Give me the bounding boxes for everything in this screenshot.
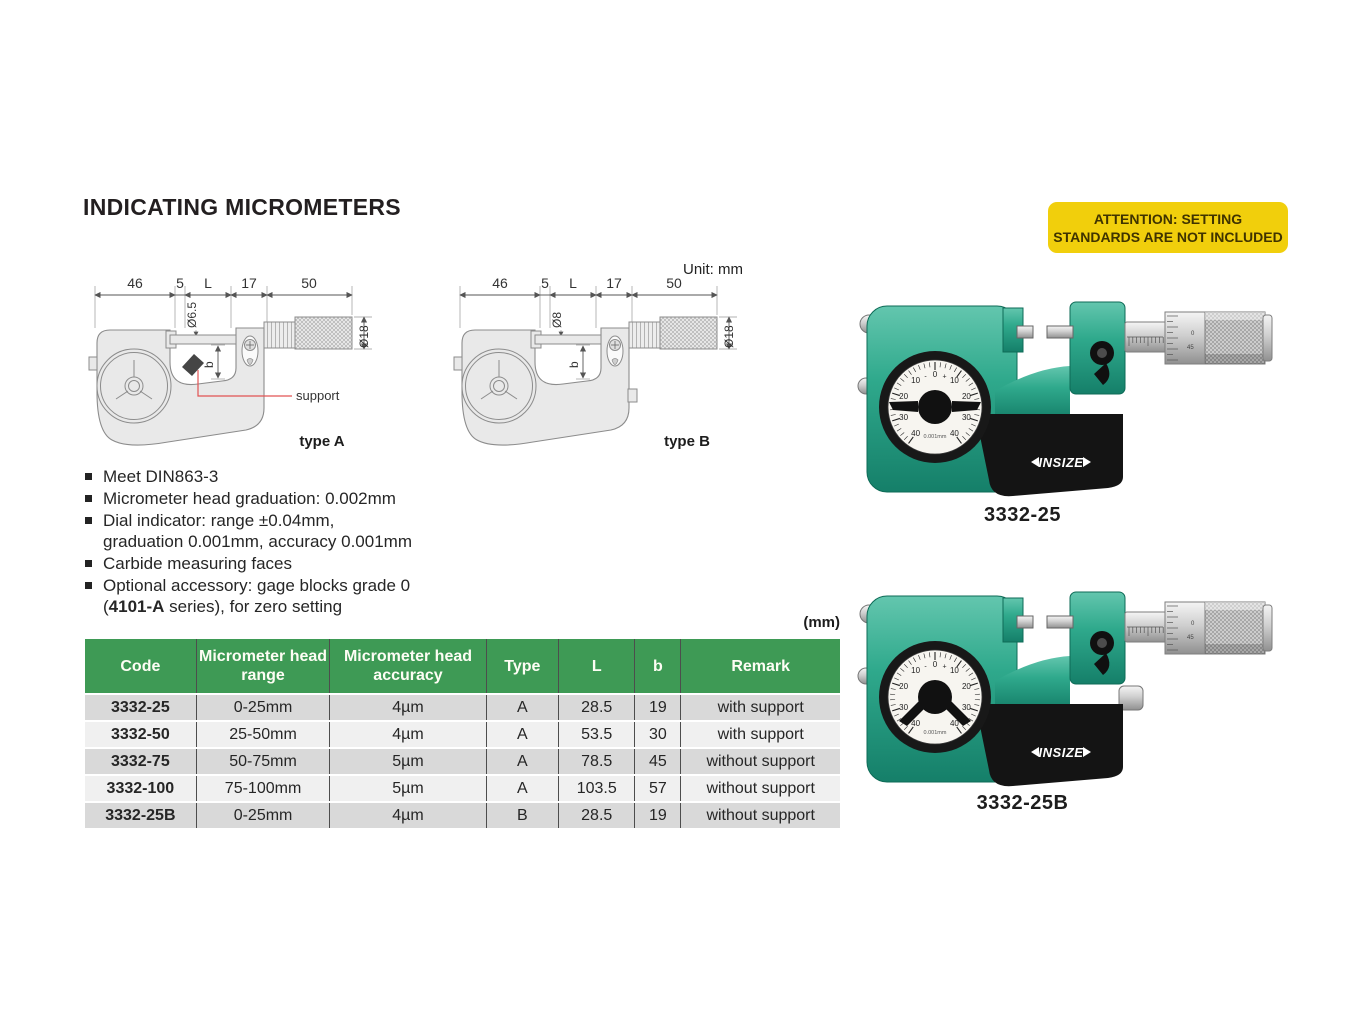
spec-table-body <box>85 695 840 828</box>
bore-dia-label: Ø8 <box>550 311 564 328</box>
value-cell: 19 <box>635 695 681 720</box>
feature-item <box>83 510 503 552</box>
value-cell: A <box>487 776 559 801</box>
spindle-rod <box>1047 616 1073 628</box>
dial-graduation-label: 0.001mm <box>923 730 947 736</box>
code-cell: 3332-75 <box>85 749 197 774</box>
value-cell: 103.5 <box>559 776 635 801</box>
value-cell: 5µm <box>330 776 486 801</box>
dim-L: L <box>569 275 577 291</box>
column-header: b <box>635 639 681 693</box>
value-cell: 25-50mm <box>197 722 331 747</box>
sleeve-number-45: 45 <box>1187 345 1194 351</box>
product-photo-3332-25B <box>855 586 1280 791</box>
support-label: support <box>296 388 340 403</box>
brand-text: INSIZE <box>1038 745 1084 760</box>
feature-text: Carbide measuring faces <box>103 554 292 573</box>
dial-number: 40 <box>949 719 959 728</box>
dial-number: 30 <box>899 413 909 422</box>
dim-5: 5 <box>541 275 549 291</box>
dim-17: 17 <box>241 275 257 291</box>
value-cell: with support <box>681 722 840 747</box>
dial-number: 20 <box>961 392 971 401</box>
left-knob <box>454 357 462 370</box>
feature-item <box>83 575 503 617</box>
support-wedge <box>182 354 204 376</box>
code-cell: 3332-25 <box>85 695 197 720</box>
spindle-lock-slot <box>607 336 623 366</box>
dial-number: 30 <box>961 413 971 422</box>
dial-number: 30 <box>961 703 971 712</box>
value-cell: 57 <box>635 776 681 801</box>
thimble-drawing <box>660 317 717 349</box>
b-dim-label: b <box>202 361 216 368</box>
column-header: Remark <box>681 639 840 693</box>
product-caption-3332-25: 3332-25 <box>984 504 1061 526</box>
value-cell: 28.5 <box>559 695 635 720</box>
right-knob <box>628 389 637 402</box>
dial-number: 30 <box>899 703 909 712</box>
dial-number: 10 <box>949 666 959 675</box>
column-header: Type <box>487 639 559 693</box>
dial-number: 20 <box>899 392 909 401</box>
dial-indicator <box>879 641 991 753</box>
b-dim-label: b <box>567 361 581 368</box>
unit-note: Unit: mm <box>683 261 743 278</box>
value-cell: 4µm <box>330 803 486 828</box>
value-cell: 75-100mm <box>197 776 331 801</box>
spindle-lock-slot <box>242 336 258 366</box>
sleeve-number-0: 0 <box>1191 621 1195 627</box>
value-cell: 5µm <box>330 749 486 774</box>
value-cell: 4µm <box>330 695 486 720</box>
thimble-highlight <box>1205 602 1265 610</box>
dial-plus: + <box>942 373 947 381</box>
diagram-type-b <box>435 270 765 460</box>
dial-indicator-drawing <box>97 349 171 423</box>
value-cell: without support <box>681 803 840 828</box>
value-cell: 30 <box>635 722 681 747</box>
value-cell: A <box>487 722 559 747</box>
dial-number: 40 <box>949 429 959 438</box>
feature-text: Micrometer head graduation: 0.002mm <box>103 489 396 508</box>
code-cell: 3332-25B <box>85 803 197 828</box>
column-header: Micrometer head range <box>197 639 331 693</box>
dial-indicator-drawing <box>462 349 536 423</box>
features-list <box>83 466 503 618</box>
value-cell: 4µm <box>330 722 486 747</box>
dial-graduation-label: 0.001mm <box>923 434 947 440</box>
dim-17: 17 <box>606 275 622 291</box>
feature-item <box>83 466 503 487</box>
dial-zero: 0 <box>932 370 938 379</box>
table-row <box>85 722 840 747</box>
table-row <box>85 749 840 774</box>
dial-zero: 0 <box>932 660 938 669</box>
thimble-end-cap <box>1263 315 1272 361</box>
column-header: Micrometer head accuracy <box>330 639 486 693</box>
thimble-shadow <box>1205 354 1265 364</box>
attention-line2: STANDARDS ARE NOT INCLUDED <box>1053 228 1283 245</box>
diagram-type-a <box>70 270 400 460</box>
anvil-tip <box>1017 326 1033 338</box>
value-cell: without support <box>681 749 840 774</box>
spec-table-header-row <box>85 639 840 693</box>
dim-5: 5 <box>176 275 184 291</box>
table-row <box>85 803 840 828</box>
dial-number: 20 <box>961 682 971 691</box>
sleeve-number-45: 45 <box>1187 635 1194 641</box>
bullet-square-icon <box>85 517 92 524</box>
bullet-square-icon <box>85 560 92 567</box>
code-cell: 3332-50 <box>85 722 197 747</box>
value-cell: 53.5 <box>559 722 635 747</box>
feature-text: Optional accessory: gage blocks grade 0 (4101-A series), for zero setting <box>103 576 411 616</box>
dim-50: 50 <box>666 275 682 291</box>
spindle-rod <box>1047 326 1073 338</box>
value-cell: 0-25mm <box>197 803 331 828</box>
thimble-end-cap <box>1263 605 1272 651</box>
thimble-dia-label: Ø18 <box>722 325 736 348</box>
bullet-square-icon <box>85 473 92 480</box>
dial-plus: + <box>942 663 947 671</box>
dial-indicator <box>879 351 991 463</box>
thimble-highlight <box>1205 312 1265 320</box>
code-cell: 3332-100 <box>85 776 197 801</box>
dial-number: 20 <box>899 682 909 691</box>
dial-number: 10 <box>911 376 921 385</box>
spindle <box>535 335 601 344</box>
value-cell: B <box>487 803 559 828</box>
bullet-square-icon <box>85 495 92 502</box>
value-cell: 28.5 <box>559 803 635 828</box>
sleeve-drawing <box>629 322 660 348</box>
bullet-square-icon <box>85 582 92 589</box>
dial-number: 40 <box>911 719 921 728</box>
value-cell: 19 <box>635 803 681 828</box>
dim-50: 50 <box>301 275 317 291</box>
value-cell: 78.5 <box>559 749 635 774</box>
value-cell: with support <box>681 695 840 720</box>
product-photo-3332-25 <box>855 296 1280 501</box>
dial-minus: - <box>924 663 927 671</box>
dial-number: 10 <box>949 376 959 385</box>
thimble-shadow <box>1205 644 1265 654</box>
spindle <box>170 335 236 344</box>
column-header: Code <box>85 639 197 693</box>
type-b-label: type B <box>664 433 710 450</box>
type-a-label: type A <box>299 433 345 450</box>
brand-logo <box>1031 745 1091 760</box>
bore-dia-label: Ø6.5 <box>185 301 199 328</box>
feature-text: Dial indicator: range ±0.04mm, graduation 0.001mm, accuracy 0.001mm <box>103 511 412 551</box>
brand-logo <box>1031 455 1091 470</box>
table-row <box>85 776 840 801</box>
feature-text: Meet DIN863-3 <box>103 467 219 486</box>
left-knob <box>89 357 97 370</box>
table-unit-note: (mm) <box>803 614 840 631</box>
value-cell: A <box>487 749 559 774</box>
feature-item <box>83 488 503 509</box>
dim-46: 46 <box>492 275 508 291</box>
attention-line1: ATTENTION: SETTING <box>1093 210 1243 227</box>
brand-text: INSIZE <box>1038 455 1084 470</box>
page-title: INDICATING MICROMETERS <box>83 194 401 220</box>
value-cell: 45 <box>635 749 681 774</box>
value-cell: 0-25mm <box>197 695 331 720</box>
sleeve-number-0: 0 <box>1191 331 1195 337</box>
dim-46: 46 <box>127 275 143 291</box>
dim-L: L <box>204 275 212 291</box>
feature-item <box>83 553 503 574</box>
value-cell: 50-75mm <box>197 749 331 774</box>
table-row <box>85 695 840 720</box>
dial-number: 10 <box>911 666 921 675</box>
value-cell: without support <box>681 776 840 801</box>
thimble-drawing <box>295 317 352 349</box>
thimble-dia-label: Ø18 <box>357 325 371 348</box>
product-caption-3332-25B: 3332-25B <box>976 792 1069 814</box>
spec-table <box>85 637 840 830</box>
column-header: L <box>559 639 635 693</box>
value-cell: A <box>487 695 559 720</box>
dial-minus: - <box>924 373 927 381</box>
anvil-tip <box>1017 616 1033 628</box>
attention-box <box>1048 202 1288 253</box>
dial-number: 40 <box>911 429 921 438</box>
sleeve-drawing <box>264 322 295 348</box>
